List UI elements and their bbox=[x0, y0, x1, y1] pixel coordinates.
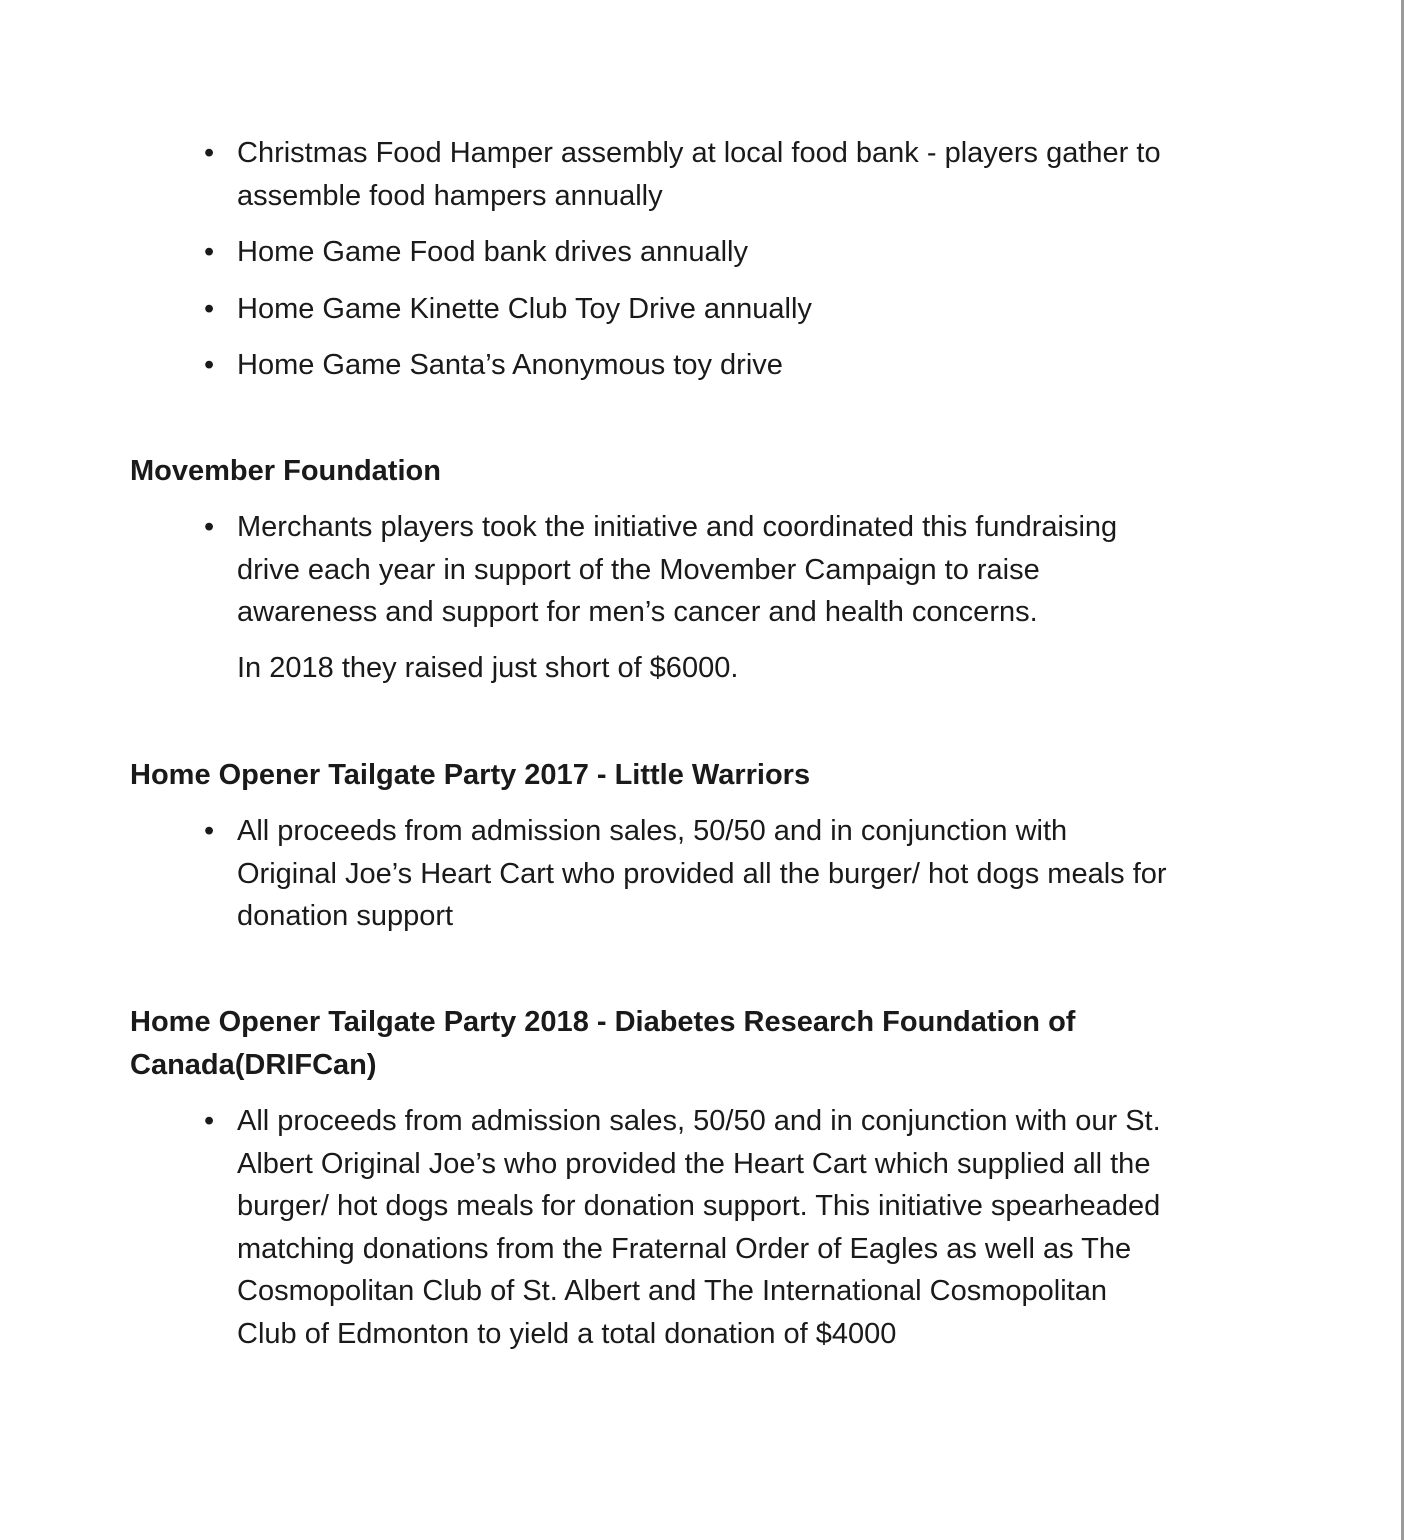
list-item-text: matching donations from the Fraternal Order of Eagles as well as The bbox=[237, 1232, 1132, 1265]
list-item-text: awareness and support for men’s cancer and health concerns. bbox=[237, 596, 1038, 628]
bullet-icon: • bbox=[204, 815, 215, 847]
list-item-text: Home Game Kinette Club Toy Drive annually bbox=[237, 293, 812, 325]
heading-line: Home Opener Tailgate Party 2018 - Diabetes Research Foundation of bbox=[130, 1006, 1076, 1038]
list-item bbox=[204, 810, 1167, 938]
list-item-text: Club of Edmonton to yield a total donation of $4000 bbox=[237, 1317, 897, 1350]
movember-followup-text: In 2018 they raised just short of $6000. bbox=[237, 652, 739, 684]
list-item bbox=[204, 288, 812, 331]
list-item bbox=[204, 231, 748, 274]
list-item bbox=[204, 132, 1161, 217]
list-item-text: All proceeds from admission sales, 50/50 and in conjunction with our St. bbox=[237, 1105, 1161, 1137]
list-item-text: drive each year in support of the Movember Campaign to raise bbox=[237, 553, 1040, 586]
list-item-text: Albert Original Joe’s who provided the Heart Cart which supplied all the bbox=[237, 1147, 1151, 1180]
list-item bbox=[204, 1100, 1161, 1355]
bullet-icon: • bbox=[204, 1105, 215, 1137]
section-heading-tailgate-2018 bbox=[130, 1001, 1075, 1087]
list-item-text: Merchants players took the initiative and coordinated this fundraising bbox=[237, 511, 1118, 543]
list-item bbox=[204, 344, 783, 387]
bullet-icon: • bbox=[204, 137, 215, 169]
bullet-icon: • bbox=[204, 236, 215, 268]
list-item bbox=[204, 506, 1118, 634]
list-item-text: All proceeds from admission sales, 50/50 and in conjunction with bbox=[237, 815, 1068, 847]
list-item-text: Home Game Santa’s Anonymous toy drive bbox=[237, 349, 783, 381]
heading-line: Canada(DRIFCan) bbox=[130, 1049, 377, 1081]
bullet-icon: • bbox=[204, 349, 215, 381]
list-item-text: Home Game Food bank drives annually bbox=[237, 236, 748, 268]
list-item-text: donation support bbox=[237, 900, 454, 932]
list-item-text: assemble food hampers annually bbox=[237, 179, 663, 212]
section-heading-tailgate-2017: Home Opener Tailgate Party 2017 - Little Warriors bbox=[130, 759, 811, 791]
list-item-text: Original Joe’s Heart Cart who provided all the burger/ hot dogs meals for bbox=[237, 857, 1167, 890]
list-item-text: burger/ hot dogs meals for donation support. This initiative spearheaded bbox=[237, 1190, 1161, 1222]
list-item-text: Cosmopolitan Club of St. Albert and The International Cosmopolitan bbox=[237, 1275, 1107, 1307]
bullet-icon: • bbox=[204, 293, 215, 325]
list-item-text: Christmas Food Hamper assembly at local food bank - players gather to bbox=[237, 137, 1161, 169]
section-heading-movember: Movember Foundation bbox=[130, 455, 441, 487]
bullet-icon: • bbox=[204, 511, 215, 543]
